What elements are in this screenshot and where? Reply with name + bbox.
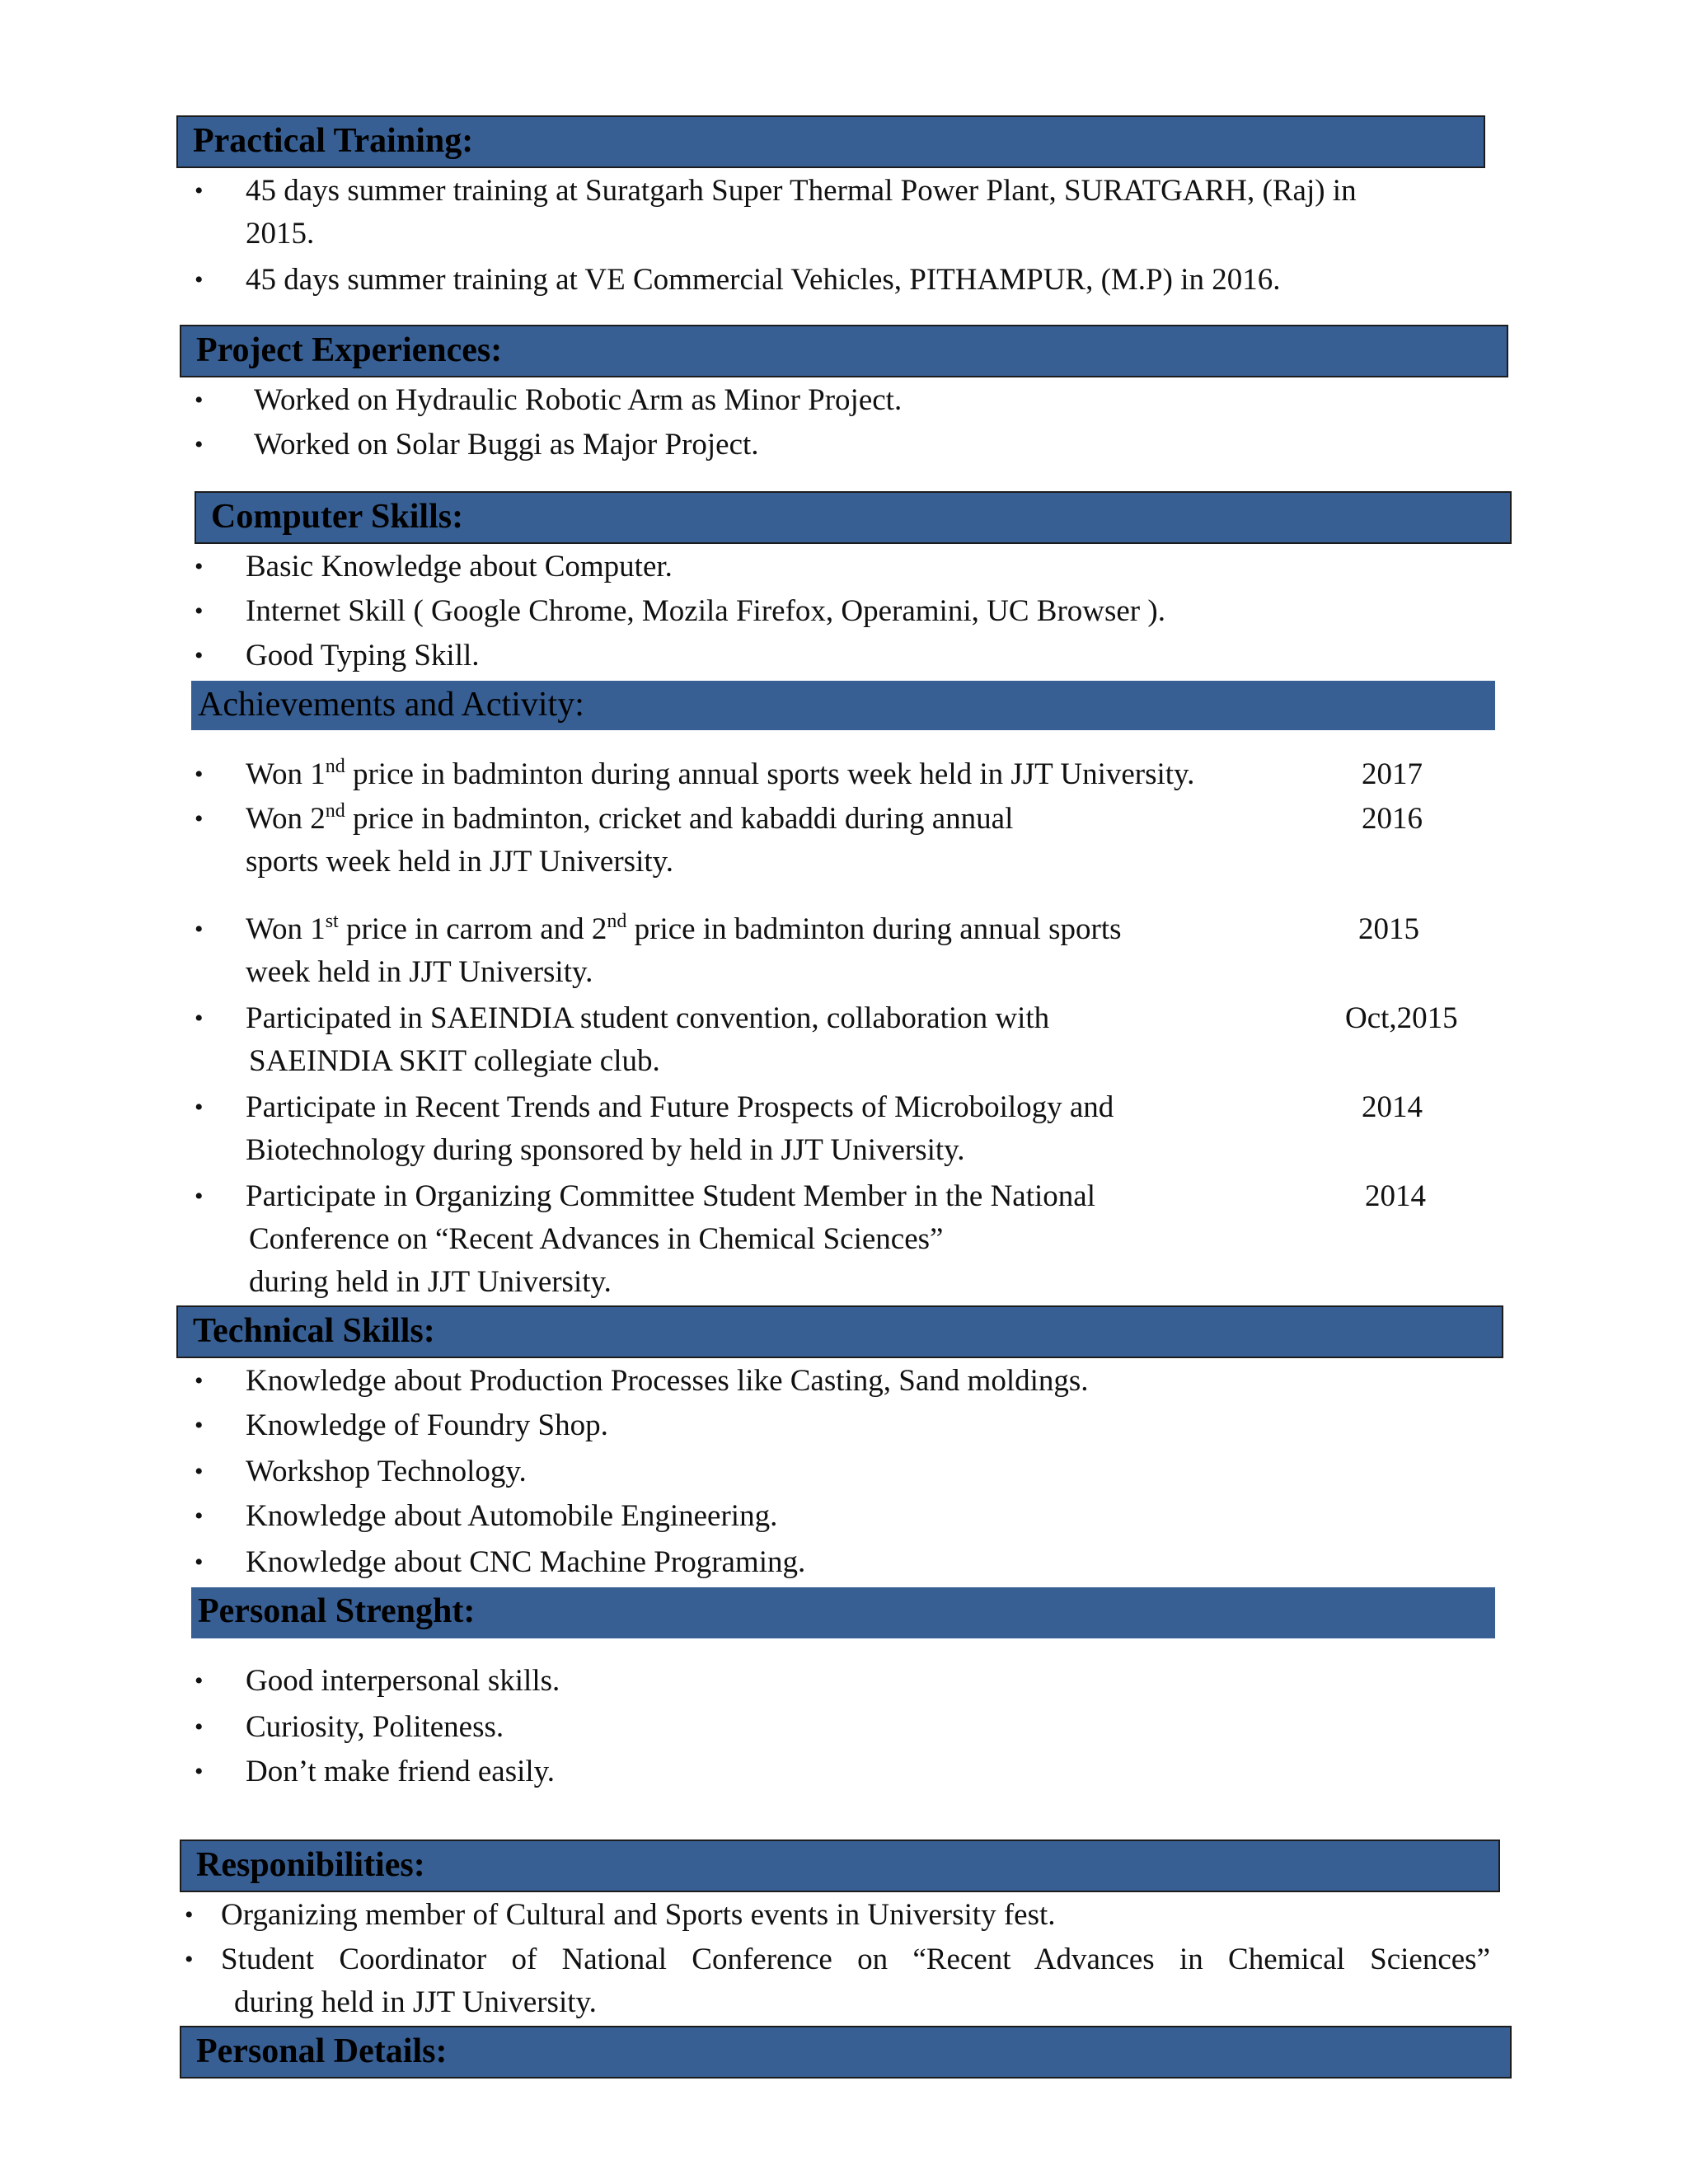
list-item-continuation: SAEINDIA SKIT collegiate club.: [249, 1044, 660, 1078]
list-item-text: Participate in Organizing Committee Student Member in the National: [246, 1179, 1095, 1213]
list-item-continuation: during held in JJT University.: [234, 1985, 597, 2019]
bullet-icon: •: [195, 805, 204, 832]
section-header-achievements: Achievements and Activity:: [191, 681, 1495, 730]
bullet-icon: •: [195, 1367, 204, 1394]
list-item-text: 45 days summer training at Suratgarh Super Thermal Power Plant, SURATGARH, (Raj) in: [246, 174, 1357, 208]
list-item-continuation: Conference on “Recent Advances in Chemical Sciences”: [249, 1222, 944, 1256]
list-item-text: Student Coordinator of National Conference on “Recent Advances in Chemical Sciences”: [221, 1943, 1490, 1976]
bullet-icon: •: [195, 1667, 204, 1694]
list-item-text: Knowledge about CNC Machine Programing.: [246, 1545, 806, 1579]
bullet-icon: •: [185, 1901, 194, 1929]
list-item-text: Won 2nd price in badminton, cricket and kabaddi during annual: [246, 800, 1014, 836]
bullet-icon: •: [195, 1502, 204, 1530]
list-item-text: Curiosity, Politeness.: [246, 1710, 504, 1744]
bullet-icon: •: [195, 1758, 204, 1785]
list-item-continuation: week held in JJT University.: [246, 955, 593, 989]
bullet-icon: •: [185, 1946, 194, 1973]
bullet-icon: •: [195, 761, 204, 788]
list-item-text: 45 days summer training at VE Commercial Vehicles, PITHAMPUR, (M.P) in 2016.: [246, 263, 1281, 297]
achievement-year: 2014: [1362, 1090, 1423, 1124]
section-header-practical-training: Practical Training:: [176, 115, 1485, 168]
achievement-year: 2015: [1358, 912, 1419, 946]
section-header-computer-skills: Computer Skills:: [195, 491, 1512, 544]
achievement-year: 2014: [1365, 1179, 1426, 1213]
list-item-text: Worked on Solar Buggi as Major Project.: [254, 428, 759, 462]
achievement-year: 2016: [1362, 802, 1423, 836]
achievement-year: 2017: [1362, 757, 1423, 791]
bullet-icon: •: [195, 553, 204, 580]
bullet-icon: •: [195, 1005, 204, 1032]
list-item-text: Knowledge about Automobile Engineering.: [246, 1499, 778, 1533]
list-item-text: Don’t make friend easily.: [246, 1755, 556, 1788]
list-item-continuation: Biotechnology during sponsored by held in JJT University.: [246, 1133, 965, 1167]
section-header-responsibilities: Responibilities:: [180, 1840, 1500, 1892]
section-header-personal-strength: Personal Strenght:: [191, 1587, 1495, 1638]
list-item-text: Basic Knowledge about Computer.: [246, 550, 673, 583]
bullet-icon: •: [195, 1549, 204, 1576]
list-item-continuation: sports week held in JJT University.: [246, 845, 673, 879]
list-item-text: Knowledge about Production Processes like Casting, Sand moldings.: [246, 1364, 1089, 1398]
list-item-text: Won 1st price in carrom and 2nd price in badminton during annual sports: [246, 911, 1122, 946]
list-item-text: Good interpersonal skills.: [246, 1664, 560, 1698]
list-item-text: Worked on Hydraulic Robotic Arm as Minor Project.: [254, 383, 903, 417]
bullet-icon: •: [195, 177, 204, 204]
section-header-project-experiences: Project Experiences:: [180, 325, 1508, 377]
section-header-technical-skills: Technical Skills:: [176, 1305, 1503, 1358]
bullet-icon: •: [195, 916, 204, 943]
list-item-text: Knowledge of Foundry Shop.: [246, 1408, 608, 1442]
list-item-text: Internet Skill ( Google Chrome, Mozila Firefox, Operamini, UC Browser ).: [246, 594, 1165, 628]
list-item-text: Participate in Recent Trends and Future Prospects of Microboilogy and: [246, 1090, 1114, 1124]
achievement-year: Oct,2015: [1345, 1001, 1458, 1035]
bullet-icon: •: [195, 1458, 204, 1485]
list-item-text: Participated in SAEINDIA student convention, collaboration with: [246, 1001, 1050, 1035]
bullet-icon: •: [195, 598, 204, 625]
list-item-text: Organizing member of Cultural and Sports events in University fest.: [221, 1898, 1056, 1932]
list-item-text: Won 1nd price in badminton during annual sports week held in JJT University.: [246, 756, 1195, 791]
section-header-personal-details: Personal Details:: [180, 2026, 1512, 2079]
bullet-icon: •: [195, 431, 204, 458]
bullet-icon: •: [195, 642, 204, 669]
bullet-icon: •: [195, 1094, 204, 1121]
bullet-icon: •: [195, 387, 204, 414]
list-item-continuation: 2015.: [246, 217, 315, 251]
bullet-icon: •: [195, 1713, 204, 1741]
bullet-icon: •: [195, 1412, 204, 1439]
bullet-icon: •: [195, 1183, 204, 1210]
list-item-continuation: during held in JJT University.: [249, 1265, 612, 1299]
bullet-icon: •: [195, 266, 204, 293]
list-item-text: Workshop Technology.: [246, 1455, 527, 1488]
list-item-text: Good Typing Skill.: [246, 639, 480, 673]
